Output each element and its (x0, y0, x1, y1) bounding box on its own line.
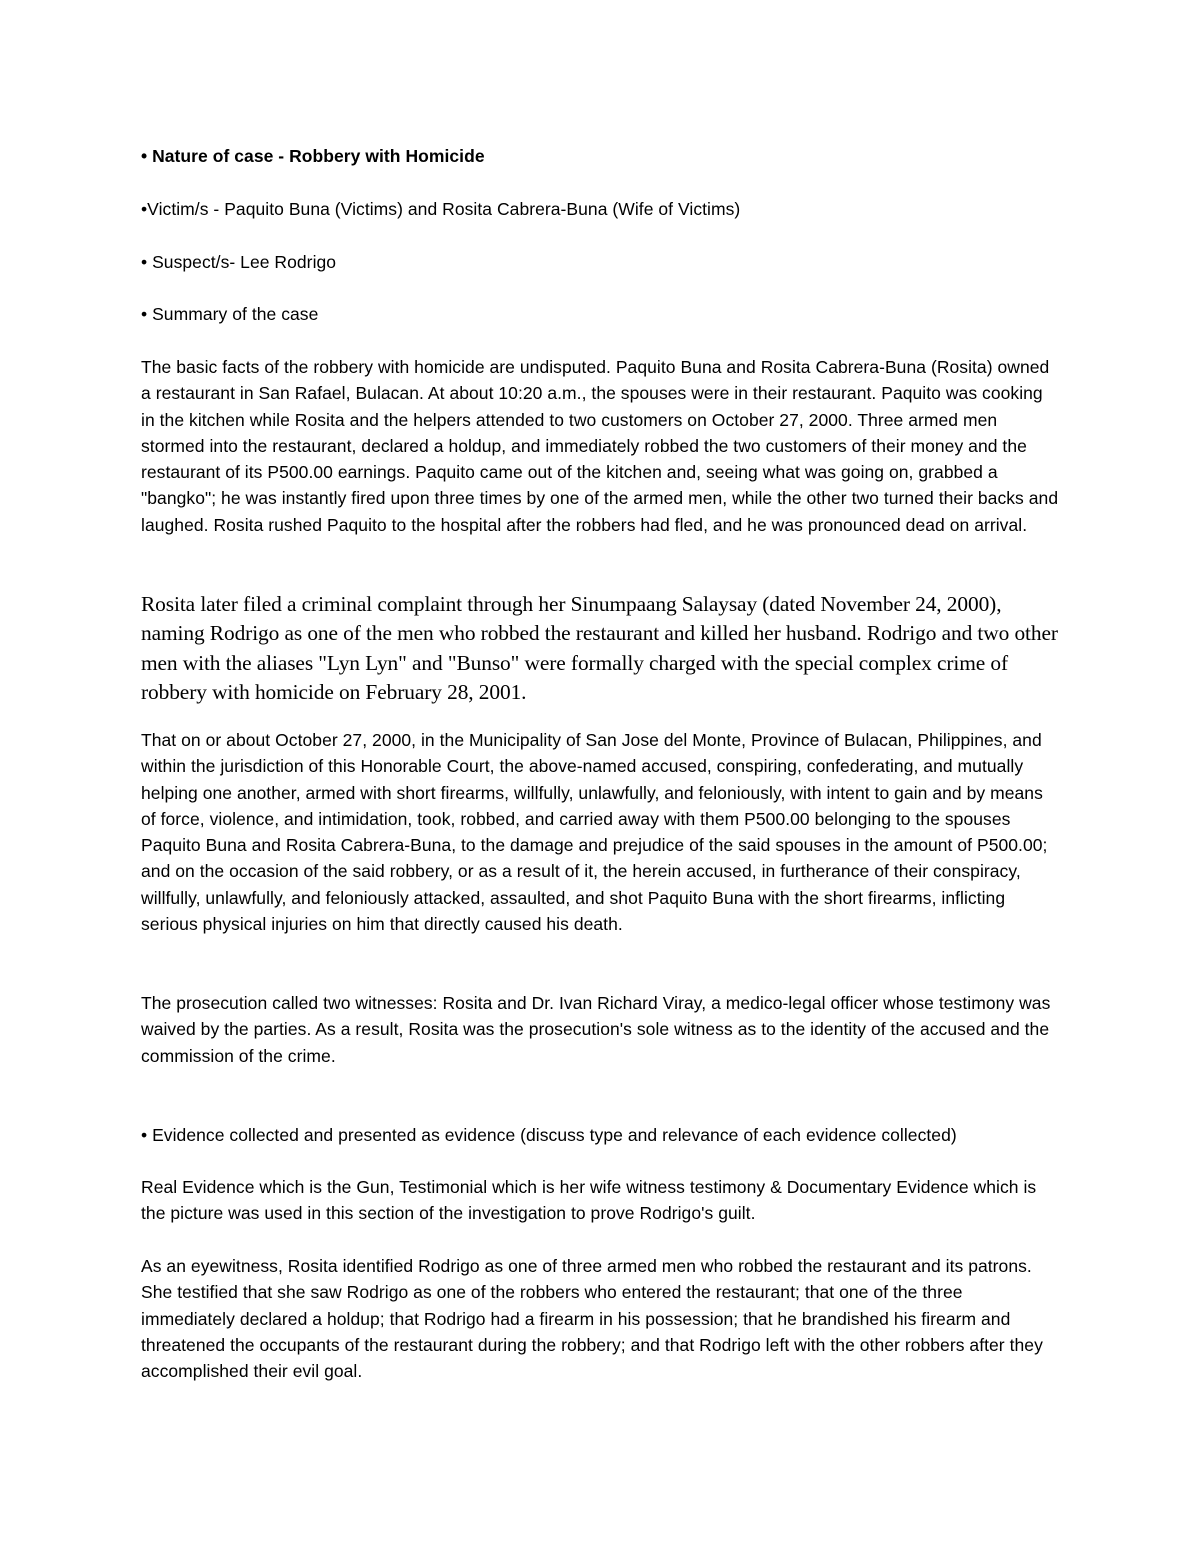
prosecution-paragraph: The prosecution called two witnesses: Rosita and Dr. Ivan Richard Viray, a medico-legal officer whose testimony was waived by the parties. As a result, Rosita was the prosecution's sole witness as to the identity of the accused and the commission of the crime. (141, 993, 1051, 1066)
evidence-types-paragraph: Real Evidence which is the Gun, Testimonial which is her wife witness testimony & Documentary Evidence which is the picture was used in this section of the investigation to prove Rodrigo's guilt. (141, 1177, 1037, 1224)
nature-of-case-heading: • Nature of case - Robbery with Homicide (141, 146, 485, 166)
facts-paragraph: The basic facts of the robbery with homicide are undisputed. Paquito Buna and Rosita Cabrera-Buna (Rosita) owned a restaurant in San Rafael, Bulacan. At about 10:20 a.m., the spouses were in their restaurant. Paquito was cooking in the kitchen while Rosita and the helpers attended to two customers on October 27, 2000. Three armed men stormed into the restaurant, declared a holdup, and immediately robbed the two customers of their money and the restaurant of its P500.00 earnings. Paquito came out of the kitchen and, seeing what was going on, grabbed a "bangko"; he was instantly fired upon three times by one of the armed men, while the other two turned their backs and laughed. Rosita rushed Paquito to the hospital after the robbers had fled, and he was pronounced dead on arrival. (141, 357, 1059, 535)
evidence-heading: • Evidence collected and presented as evidence (discuss type and relevance of each evidence collected) (141, 1125, 957, 1145)
information-paragraph: That on or about October 27, 2000, in the Municipality of San Jose del Monte, Province of Bulacan, Philippines, and within the jurisdiction of this Honorable Court, the above-named accused, conspiring, confederating, and mutually helping one another, armed with short firearms, willfully, unlawfully, and feloniously, with intent to gain and by means of force, violence, and intimidation, took, robbed, and carried away with them P500.00 belonging to the spouses Paquito Buna and Rosita Cabrera-Buna, to the damage and prejudice of the said spouses in the amount of P500.00; and on the occasion of the said robbery, or as a result of it, the herein accused, in furtherance of their conspiracy, willfully, unlawfully, and feloniously attacked, assaulted, and shot Paquito Buna with the short firearms, inflicting serious physical injuries on him that directly caused his death. (141, 730, 1048, 935)
summary-heading: • Summary of the case (141, 304, 319, 324)
complaint-paragraph: Rosita later filed a criminal complaint through her Sinumpaang Salaysay (dated November 24, 2000), naming Rodrigo as one of the men who robbed the restaurant and killed her husband. Rodrigo and two other men with the aliases "Lyn Lyn" and "Bunso" were formally charged with the special complex crime of robbery with homicide on February 28, 2001. (141, 592, 1058, 705)
victims-line: •Victim/s - Paquito Buna (Victims) and Rosita Cabrera-Buna (Wife of Victims) (141, 199, 741, 219)
eyewitness-paragraph: As an eyewitness, Rosita identified Rodrigo as one of three armed men who robbed the restaurant and its patrons. She testified that she saw Rodrigo as one of the robbers who entered the restaurant; that one of the three immediately declared a holdup; that Rodrigo had a firearm in his possession; that he brandished his firearm and threatened the occupants of the restaurant during the robbery; and that Rodrigo left with the other robbers after they accomplished their evil goal. (141, 1256, 1043, 1382)
suspects-line: • Suspect/s- Lee Rodrigo (141, 252, 337, 272)
